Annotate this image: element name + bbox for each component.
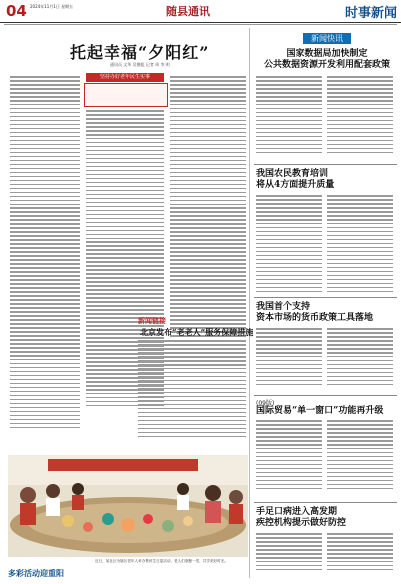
section-title: 时事新闻 — [344, 6, 397, 21]
page-header — [0, 0, 401, 23]
story5-title-a: 手足口病进入高发期 — [256, 507, 338, 517]
rule-1 — [254, 164, 397, 165]
main-story-banner: 坚持办好老年民生实事 — [86, 73, 164, 82]
rule-2 — [254, 297, 397, 298]
rule-4 — [254, 502, 397, 503]
story5-title-b: 疾控机构提示做好防控 — [256, 518, 347, 528]
story1-text-col1 — [256, 76, 322, 153]
header-rule — [4, 24, 397, 25]
story1-title-a: 国家数据局加快制定 — [286, 49, 368, 59]
story3-text-col1 — [256, 328, 322, 385]
footer-left-title: 多彩活动迎重阳 — [8, 569, 64, 578]
story3-title-a: 我国首个支持 — [256, 302, 311, 312]
right-kicker: 新闻快讯 — [303, 33, 351, 44]
story4-text-col2 — [327, 420, 393, 489]
event-photo — [8, 455, 248, 557]
story2-text-col2 — [327, 195, 393, 292]
story4-text-col1 — [256, 420, 322, 489]
story2-text-col1 — [256, 195, 322, 292]
main-story-text-col1 — [10, 76, 80, 428]
second-story-title: 北京发布“老老人”服务保障措施 — [140, 327, 254, 337]
story2-title-b: 将从4方面提升质量 — [256, 180, 335, 190]
main-story-byline: 通讯员 文华 吴德彪 记者 周 李 明 — [110, 62, 170, 67]
story3-text-col2 — [327, 328, 393, 385]
photo-caption: 近日，某社区为辖区老年人举办集体生日宴活动，老人们欢聚一堂，共享美好时光。 — [95, 559, 228, 563]
story5-text-col1 — [256, 533, 322, 570]
story1-title-b: 公共数据资源开发利用配套政策 — [263, 60, 390, 70]
column-divider — [249, 28, 250, 578]
story4-title: 国际贸易“单一窗口”功能再升级 — [256, 406, 384, 416]
rule-3 — [254, 395, 397, 396]
page-number: 04 — [6, 2, 27, 20]
main-story-text-col3 — [170, 76, 246, 337]
main-story-title: 托起幸福“夕阳红” — [70, 43, 210, 62]
second-story-kicker: 新闻链接 — [138, 317, 166, 325]
notice-box — [84, 83, 168, 107]
story4-kicker: (09版) — [256, 400, 275, 407]
event-photo-image — [8, 455, 248, 557]
second-story-text — [138, 340, 246, 437]
story3-title-b: 资本市场的货币政策工具落地 — [256, 313, 374, 323]
dateline: 2024年11月1日 星期五 — [30, 4, 74, 9]
story1-text-col2 — [327, 76, 393, 153]
story2-title-a: 我国农民教育培训 — [256, 169, 329, 179]
story5-text-col2 — [327, 533, 393, 570]
newspaper-logo: 随县通讯 — [166, 5, 210, 18]
